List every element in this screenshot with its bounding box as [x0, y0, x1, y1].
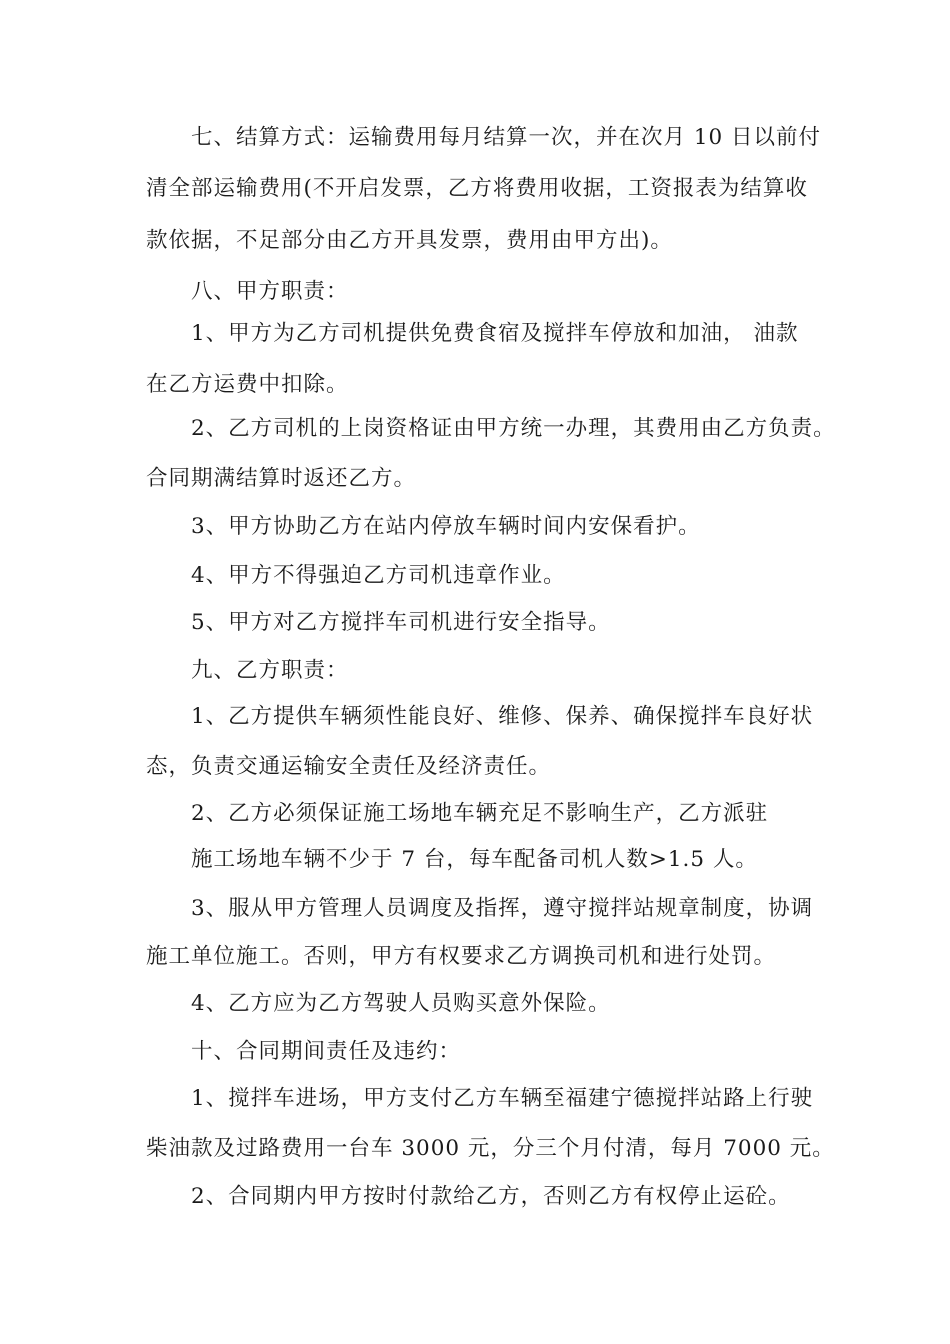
party-b-item-1-line-2: 态，负责交通运输安全责任及经济责任。 [146, 754, 552, 779]
party-b-item-2-line-1: 2、乙方必须保证施工场地车辆充足不影响生产，乙方派驻 [191, 801, 769, 826]
section-heading-party-a-duties: 八、甲方职责： [191, 279, 349, 304]
party-a-item-2-line-1: 2、乙方司机的上岗资格证由甲方统一办理，其费用由乙方负责。 [191, 416, 836, 441]
party-a-item-2-line-2: 合同期满结算时返还乙方。 [146, 466, 417, 491]
liability-item-1-line-1: 1、搅拌车进场，甲方支付乙方车辆至福建宁德搅拌站路上行驶 [191, 1086, 814, 1111]
party-a-item-5: 5、甲方对乙方搅拌车司机进行安全指导。 [191, 610, 611, 635]
party-b-item-3-line-2: 施工单位施工。否则，甲方有权要求乙方调换司机和进行处罚。 [146, 944, 777, 969]
party-a-item-3: 3、甲方协助乙方在站内停放车辆时间内安保看护。 [191, 514, 701, 539]
party-b-item-2-line-2: 施工场地车辆不少于 7 台，每车配备司机人数>1.5 人。 [191, 847, 758, 872]
party-b-item-3-line-1: 3、服从甲方管理人员调度及指挥，遵守搅拌站规章制度，协调 [191, 896, 814, 921]
liability-item-1-line-2: 柴油款及过路费用一台车 3000 元，分三个月付清，每月 7000 元。 [146, 1136, 835, 1161]
party-a-item-4: 4、甲方不得强迫乙方司机违章作业。 [191, 563, 566, 588]
liability-item-2: 2、合同期内甲方按时付款给乙方，否则乙方有权停止运砼。 [191, 1184, 791, 1209]
party-a-item-1-line-1: 1、甲方为乙方司机提供免费食宿及搅拌车停放和加油， 油款 [191, 321, 799, 346]
section-heading-liability: 十、合同期间责任及违约： [191, 1039, 462, 1064]
party-b-item-1-line-1: 1、乙方提供车辆须性能良好、维修、保养、确保搅拌车良好状 [191, 704, 814, 729]
clause-7-settlement-line-1: 七、结算方式：运输费用每月结算一次，并在次月 10 日以前付 [191, 125, 822, 150]
party-b-item-4: 4、乙方应为乙方驾驶人员购买意外保险。 [191, 991, 611, 1016]
party-a-item-1-line-2: 在乙方运费中扣除。 [146, 372, 349, 397]
clause-7-settlement-line-3: 款依据，不足部分由乙方开具发票，费用由甲方出)。 [146, 228, 673, 253]
section-heading-party-b-duties: 九、乙方职责： [191, 658, 349, 683]
clause-7-settlement-line-2: 清全部运输费用(不开启发票，乙方将费用收据，工资报表为结算收 [146, 176, 808, 201]
